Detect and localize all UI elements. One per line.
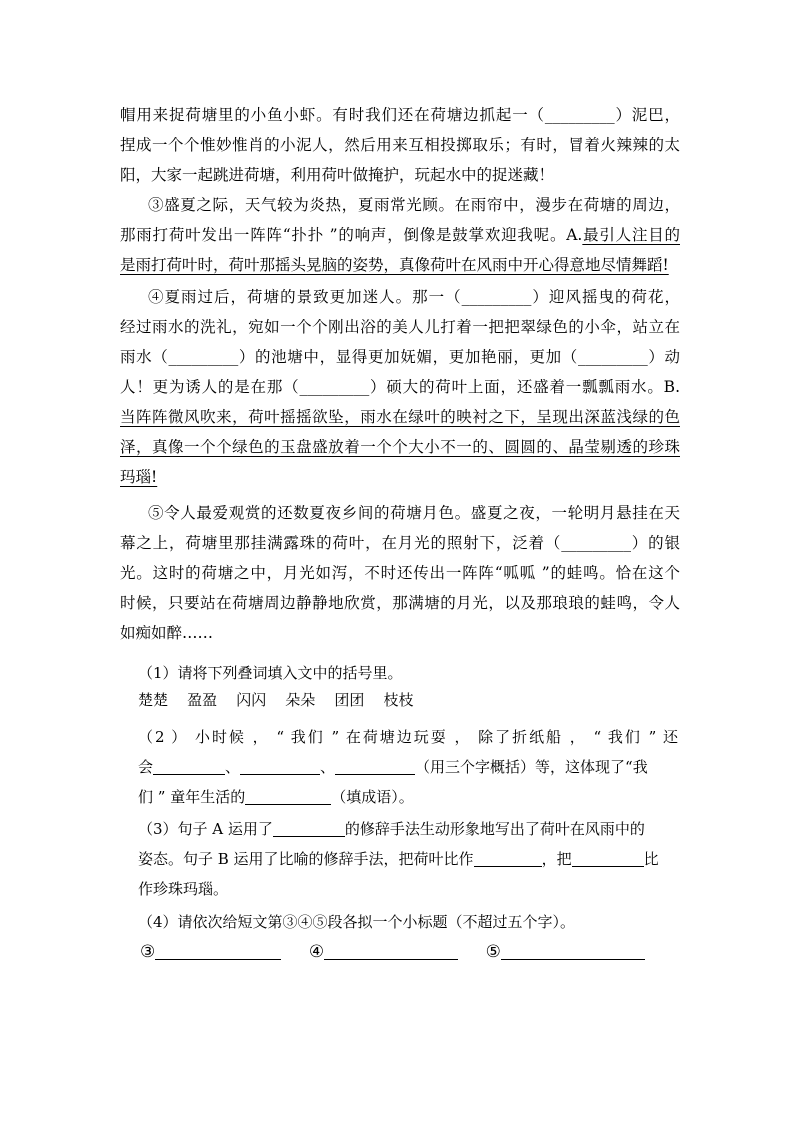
- text-segment: 、: [225, 758, 241, 776]
- paragraph-2-tail: [120, 100, 680, 190]
- word-bank: [138, 685, 678, 715]
- text-segment: （3）句子 A 运用了: [138, 820, 273, 838]
- label-3: ③: [140, 942, 156, 962]
- question-3-line: 作珍珠玛瑙。: [138, 880, 229, 898]
- text-line: ③盛夏之际，天气较为炎热，夏雨常光顾。在雨帘中，漫步在荷塘的周边，: [148, 196, 680, 214]
- text-line: 如痴如醉……: [120, 624, 214, 642]
- text-segment: 、: [320, 758, 336, 776]
- sentence-b-underlined: 当阵阵微风吹来，荷叶摇摇欲坠，雨水在绿叶的映衬之下，呈现出深蓝浅绿的色: [120, 408, 680, 426]
- paragraph-5: [120, 498, 680, 648]
- word-bank-item: 楚楚: [138, 691, 169, 709]
- word-bank-item: 枝枝: [383, 691, 414, 709]
- text-line: 幕之上，荷塘里那挂满露珠的荷叶，在月光的照射下，泛着（_________）的银: [120, 534, 680, 552]
- text-line: 时候，只要站在荷塘周边静静地欣赏，那满塘的月光，以及那琅琅的蛙鸣，令人: [120, 594, 680, 612]
- answer-blank[interactable]: [324, 943, 458, 960]
- paragraph-3: [120, 190, 680, 280]
- sentence-b-underlined: 泽，真像一个个绿色的玉盘盛放着一个个大小不一的、圆圆的、晶莹剔透的珍珠: [120, 438, 680, 456]
- answer-blank[interactable]: [335, 758, 415, 775]
- question-3-line: [138, 814, 678, 844]
- text-line: ⑤令人最爱观赏的还数夏夜乡间的荷塘月色。盛夏之夜，一轮明月悬挂在天: [148, 504, 680, 522]
- question-2-line: [138, 752, 678, 782]
- question-3: [138, 814, 678, 904]
- text-line: 经过雨水的洗礼，宛如一个个刚出浴的美人儿打着一把把翠绿色的小伞，站立在: [120, 318, 680, 336]
- text-line: 光。这时的荷塘之中，月光如泻，不时还传出一阵阵“呱呱 ”的蛙鸣。恰在这个: [120, 564, 680, 582]
- word-bank-item: 盈盈: [187, 691, 218, 709]
- answer-blank[interactable]: [501, 943, 645, 960]
- text-segment: ，把: [541, 850, 572, 868]
- label-4: ④: [308, 942, 325, 962]
- text-segment: 那雨打荷叶发出一阵阵“扑扑 ”的响声，倒像是鼓掌欢迎我呢。A.: [120, 226, 583, 244]
- text-line: 阳，大家一起跳进荷塘，利用荷叶做掩护，玩起水中的捉迷藏！: [120, 166, 555, 184]
- word-bank-item: 朵朵: [285, 691, 316, 709]
- sentence-b-underlined: 玛瑙!: [120, 468, 158, 486]
- question-3-line: [138, 844, 678, 874]
- question-1-prompt: （1）请将下列叠词填入文中的括号里。: [138, 664, 403, 682]
- text-segment: （用三个字概括）等，这体现了“我: [415, 758, 648, 776]
- text-line: 捏成一个个惟妙惟肖的小泥人，然后用来互相投掷取乐；有时，冒着火辣辣的太: [120, 136, 680, 154]
- question-2-line: [138, 782, 678, 812]
- text-line: [120, 220, 680, 250]
- text-segment: 姿态。句子 B 运用了比喻的修辞手法，把荷叶比作: [138, 850, 474, 868]
- answer-blank[interactable]: [572, 850, 644, 867]
- sentence-a-underlined: 是雨打荷叶时，荷叶那摇头晃脑的姿势，真像荷叶在风雨中开心得意地尽情舞蹈!: [120, 256, 669, 274]
- subtitle-answers: [140, 937, 680, 967]
- text-segment: 比: [643, 850, 659, 868]
- text-line: 人！更为诱人的是在那（_________）硕大的荷叶上面，还盛着一瓢瓢雨水。B.: [120, 378, 680, 396]
- text-segment: 的修辞手法生动形象地写出了荷叶在风雨中的: [344, 820, 645, 838]
- text-line: 雨水（_________）的池塘中，显得更加妩媚，更加艳丽，更加（_________）动: [120, 348, 680, 366]
- answer-blank[interactable]: [474, 850, 542, 867]
- answer-blank[interactable]: [240, 758, 320, 775]
- answer-blank[interactable]: [273, 820, 345, 837]
- text-segment: 们 ” 童年生活的: [138, 788, 246, 806]
- text-segment: 会: [138, 758, 154, 776]
- answer-blank[interactable]: [155, 943, 281, 960]
- question-4-prompt: （4）请依次给短文第③④⑤段各拟一个小标题（不超过五个字）。: [138, 913, 576, 931]
- label-5: ⑤: [485, 942, 501, 962]
- question-4: [138, 907, 678, 937]
- word-bank-item: 闪闪: [236, 691, 267, 709]
- text-line: 帽用来捉荷塘里的小鱼小虾。有时我们还在荷塘边抓起一（_________）泥巴，: [120, 106, 680, 124]
- text-segment: （填成语）。: [331, 788, 414, 806]
- question-1: [138, 658, 678, 688]
- text-line: ④夏雨过后，荷塘的景致更加迷人。那一（_________）迎风摇曳的荷花，: [148, 288, 680, 306]
- sentence-a-underlined: 最引人注目的: [582, 226, 680, 244]
- answer-blank[interactable]: [245, 788, 331, 805]
- word-bank-item: 团团: [334, 691, 365, 709]
- question-2: [138, 722, 678, 812]
- question-2-line: （2 ） 小时候 ， “ 我们 ” 在荷塘边玩耍 ， 除了折纸船 ， “ 我们 ” 还: [138, 728, 678, 746]
- answer-blank[interactable]: [153, 758, 225, 775]
- paragraph-4: [120, 282, 680, 492]
